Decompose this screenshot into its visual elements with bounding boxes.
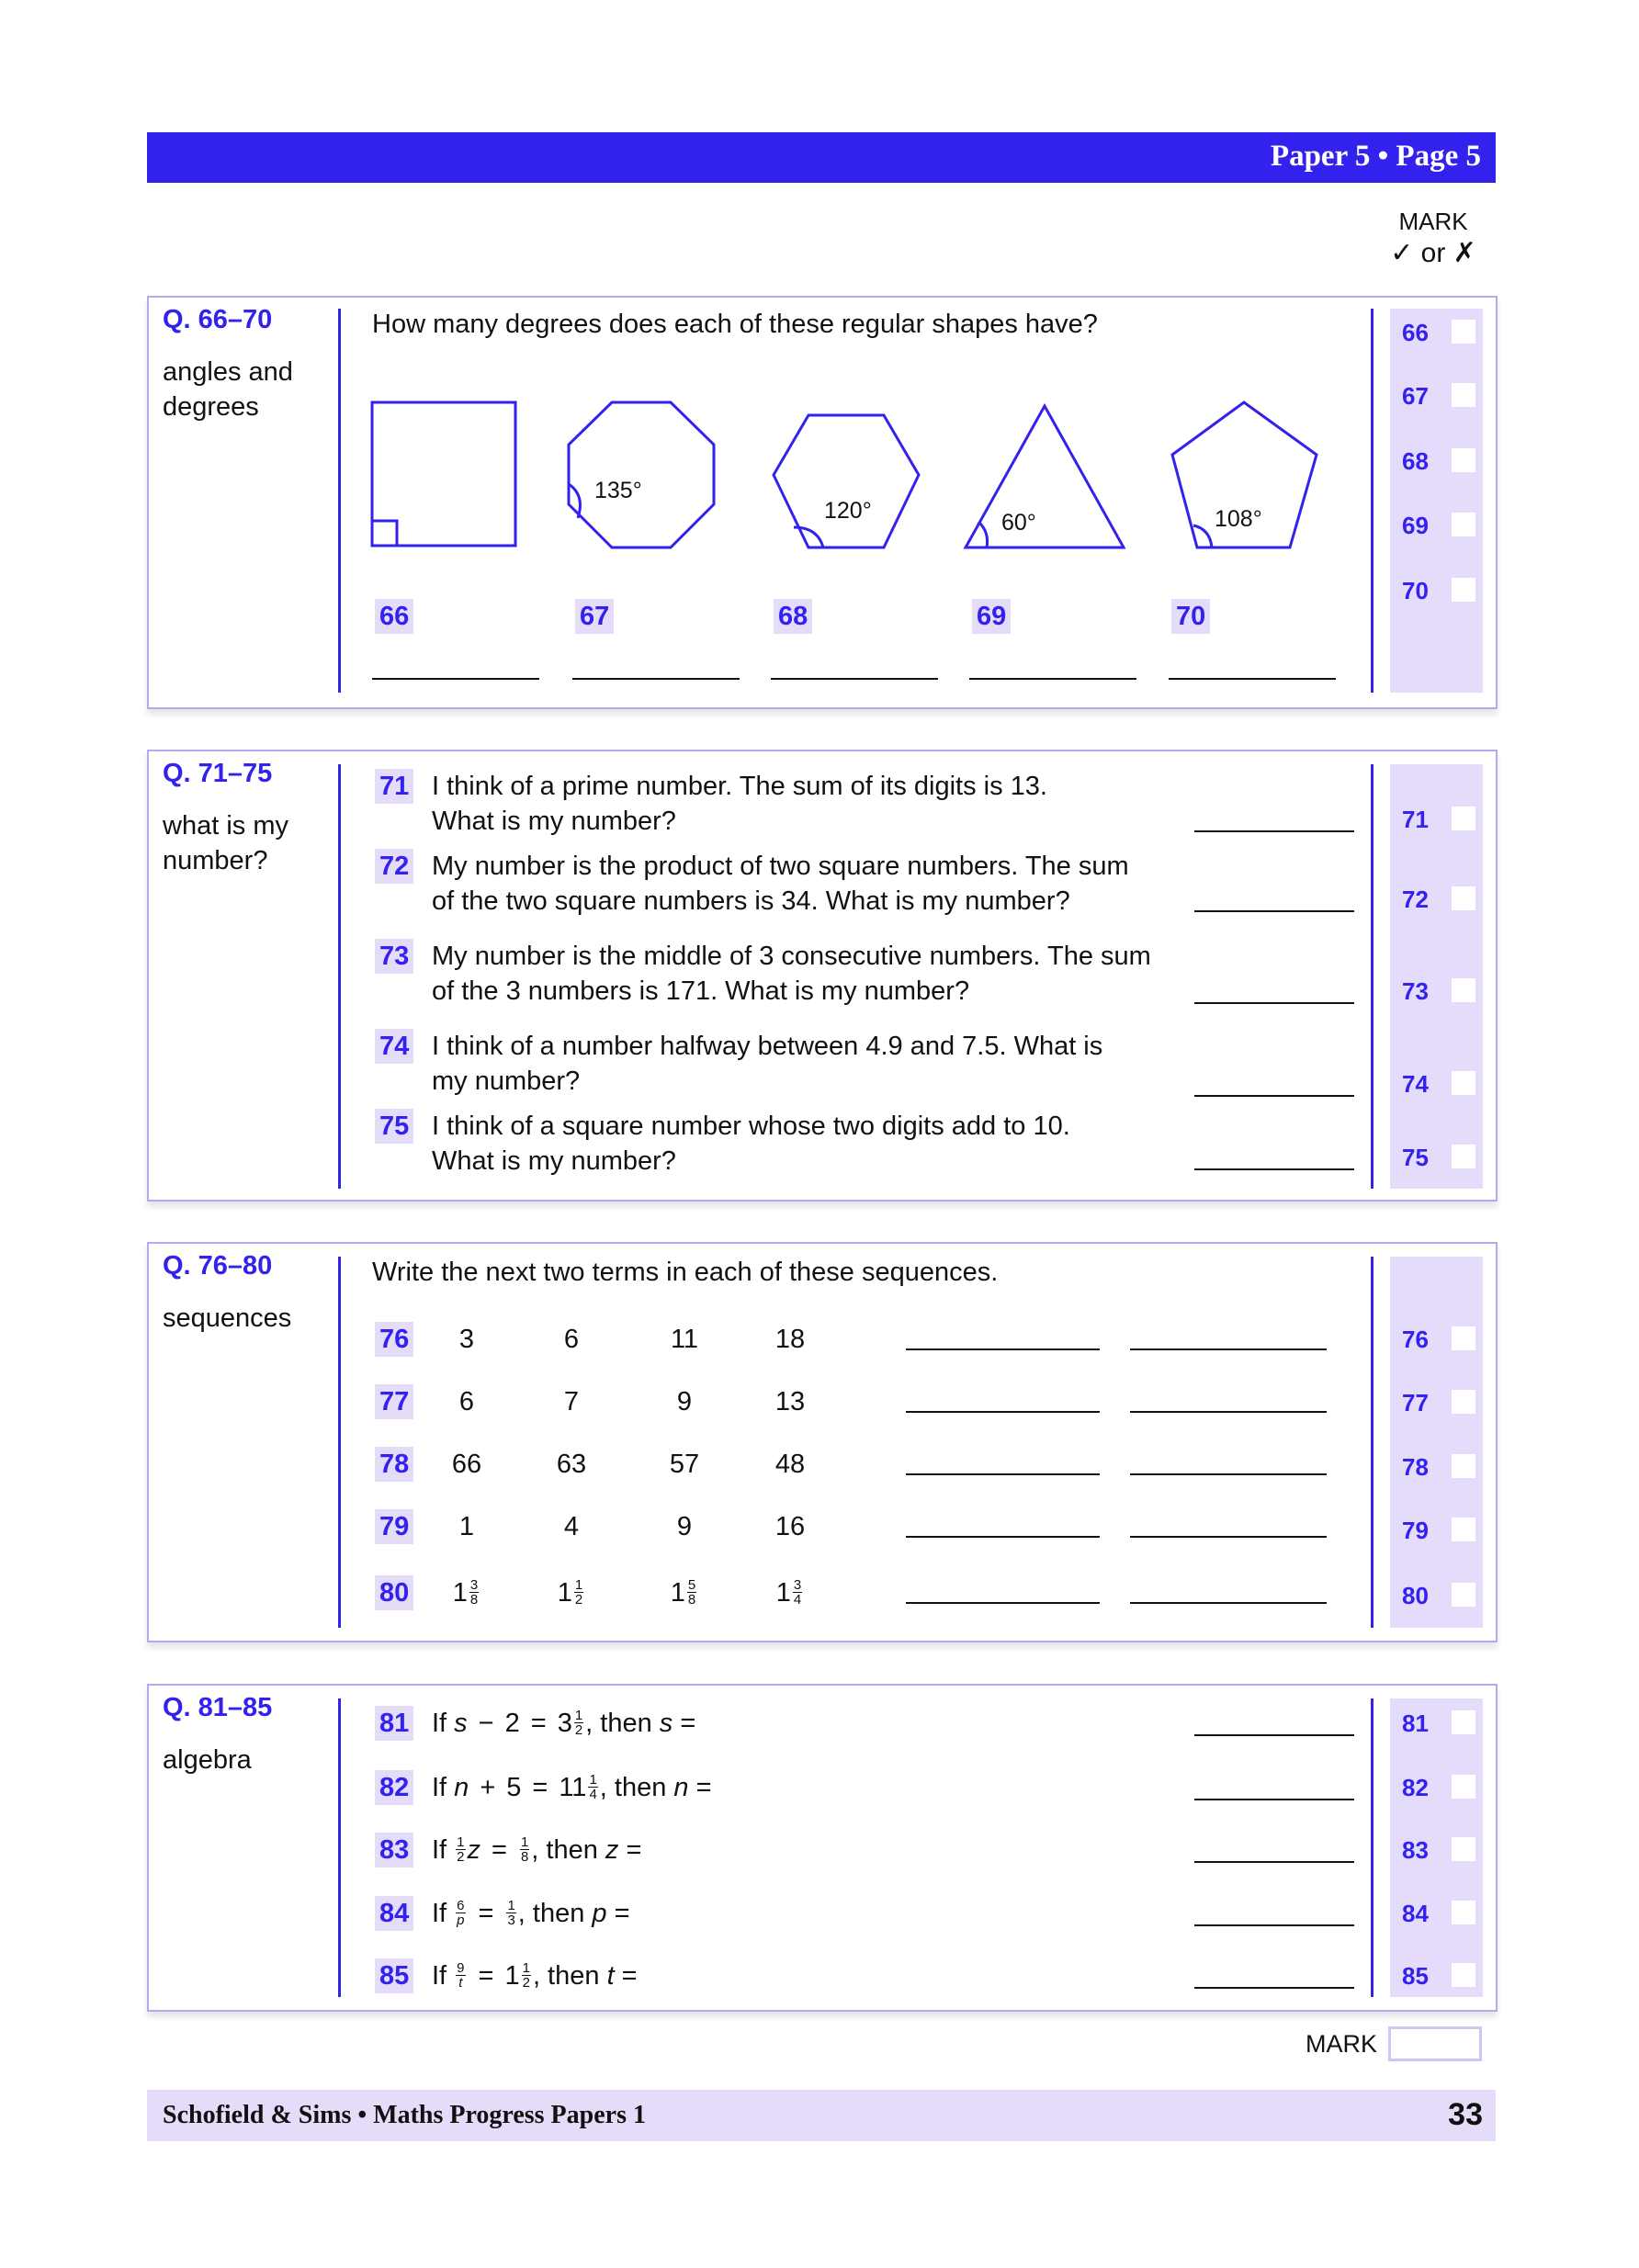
question-text: What is my number? xyxy=(432,807,676,836)
answer-line[interactable] xyxy=(1194,1095,1354,1097)
mark-checkbox[interactable] xyxy=(1452,1454,1475,1478)
sequence-term xyxy=(753,1384,827,1419)
equation-text: = xyxy=(673,1709,696,1738)
whole: 1 xyxy=(452,1578,468,1608)
mark-checkbox[interactable] xyxy=(1452,1518,1475,1541)
numerator: 9 xyxy=(457,1959,465,1976)
sequence-term xyxy=(535,1322,608,1357)
variable: s xyxy=(454,1709,468,1738)
answer-line[interactable] xyxy=(1169,678,1336,680)
question-number-tag: 70 xyxy=(1171,599,1210,634)
question-text: my number? xyxy=(432,1066,581,1096)
section-label: Q. 71–75 xyxy=(163,759,273,788)
question-number-tag: 78 xyxy=(375,1447,413,1482)
whole: 63 xyxy=(556,1450,587,1479)
mark-checkbox[interactable] xyxy=(1452,1145,1475,1168)
numerator: 3 xyxy=(469,1576,479,1593)
answer-line[interactable] xyxy=(1194,1861,1354,1863)
mark-checkbox[interactable] xyxy=(1452,1390,1475,1414)
whole: 7 xyxy=(563,1387,580,1416)
denominator: 3 xyxy=(507,1912,515,1928)
triangle-shape xyxy=(966,406,1124,547)
mark-checkbox[interactable] xyxy=(1452,978,1475,1002)
section-label: Q. 66–70 xyxy=(163,305,273,334)
sequence-term xyxy=(535,1447,608,1482)
fraction xyxy=(520,1835,529,1864)
operator: + xyxy=(480,1773,496,1802)
equation-text: , then xyxy=(532,1961,607,1991)
sequence-term xyxy=(753,1575,827,1610)
answer-line[interactable] xyxy=(906,1473,1100,1475)
angle-label-68: 120° xyxy=(824,498,872,524)
fraction xyxy=(522,1961,531,1990)
equation xyxy=(432,1706,695,1741)
whole: 48 xyxy=(774,1450,806,1479)
mark-header-legend: ✓ or ✗ xyxy=(1390,238,1476,268)
shapes-figure xyxy=(149,298,1496,707)
mark-number: 76 xyxy=(1402,1326,1429,1353)
answer-line[interactable] xyxy=(1194,830,1354,832)
section-topic xyxy=(163,808,288,878)
answer-line[interactable] xyxy=(372,678,539,680)
sequence-term xyxy=(430,1575,503,1610)
denominator: 8 xyxy=(520,1848,529,1865)
whole: 57 xyxy=(669,1450,700,1479)
equation xyxy=(432,1770,712,1805)
answer-line[interactable] xyxy=(1194,1168,1354,1170)
answer-line[interactable] xyxy=(1194,1799,1354,1800)
numerator: 5 xyxy=(687,1576,696,1593)
question-number-tag: 66 xyxy=(375,599,413,634)
answer-line[interactable] xyxy=(906,1411,1100,1413)
whole: 66 xyxy=(451,1450,482,1479)
whole: 6 xyxy=(563,1325,580,1354)
fraction xyxy=(687,1578,696,1607)
mark-checkbox[interactable] xyxy=(1452,807,1475,830)
question-number-tag: 77 xyxy=(375,1384,413,1419)
fraction xyxy=(793,1578,802,1607)
topic-line: number? xyxy=(163,846,268,875)
equation-text: If xyxy=(432,1961,455,1991)
question-text: My number is the middle of 3 consecutive numbers. The sum xyxy=(432,942,1151,971)
sequence-term xyxy=(430,1322,503,1357)
section-what-is-my-number xyxy=(147,750,1498,1202)
fraction xyxy=(456,1899,465,1927)
mark-number: 75 xyxy=(1402,1144,1429,1171)
angle-label-67: 135° xyxy=(594,478,642,503)
mark-number: 68 xyxy=(1402,447,1429,475)
sequence-term xyxy=(535,1509,608,1544)
mark-number: 71 xyxy=(1402,806,1429,833)
whole: 4 xyxy=(563,1512,580,1541)
equation xyxy=(432,1896,630,1931)
sequence-term xyxy=(753,1322,827,1357)
mark-number: 77 xyxy=(1402,1389,1429,1416)
denominator: 2 xyxy=(574,1721,583,1738)
numerator: 1 xyxy=(589,1771,597,1788)
divider xyxy=(338,764,341,1189)
variable: z xyxy=(467,1835,481,1865)
whole: 13 xyxy=(774,1387,806,1416)
equation-text: , then xyxy=(517,1899,593,1928)
question-number-tag: 67 xyxy=(575,599,614,634)
sequence-term xyxy=(753,1509,827,1544)
answer-line[interactable] xyxy=(906,1602,1100,1604)
question-number-tag: 82 xyxy=(375,1770,413,1805)
equation-text: = xyxy=(618,1835,642,1865)
question-number-tag: 75 xyxy=(375,1109,413,1144)
whole: 9 xyxy=(676,1387,693,1416)
mark-number: 85 xyxy=(1402,1962,1429,1990)
equation-text: , then xyxy=(531,1835,605,1865)
mark-header-label: MARK xyxy=(1398,208,1468,235)
whole: 18 xyxy=(774,1325,806,1354)
question-number-tag: 72 xyxy=(375,849,413,884)
sequence-term xyxy=(430,1509,503,1544)
numerator: 1 xyxy=(507,1897,515,1913)
mark-checkbox[interactable] xyxy=(1452,1583,1475,1607)
mark-checkbox[interactable] xyxy=(1452,1071,1475,1095)
operator: = xyxy=(492,1835,507,1865)
sequence-term xyxy=(648,1384,721,1419)
mark-checkbox[interactable] xyxy=(1452,448,1475,472)
equation-text: If xyxy=(432,1773,455,1802)
section-topic: sequences xyxy=(163,1303,292,1333)
total-mark-label: MARK xyxy=(1306,2030,1378,2058)
denominator: 4 xyxy=(793,1591,802,1608)
hexagon-shape xyxy=(774,415,919,547)
mark-checkbox[interactable] xyxy=(1452,1710,1475,1734)
operator: = xyxy=(530,1709,547,1738)
denominator: 2 xyxy=(522,1974,530,1991)
sequence-term xyxy=(648,1447,721,1482)
section-topic: algebra xyxy=(163,1745,252,1775)
mark-number: 81 xyxy=(1402,1709,1429,1737)
sequence-term xyxy=(648,1322,721,1357)
whole: 3 xyxy=(458,1325,475,1354)
whole: 6 xyxy=(458,1387,475,1416)
equation xyxy=(432,1958,638,1993)
variable: z xyxy=(605,1835,619,1865)
denominator: 4 xyxy=(589,1786,597,1802)
question-number-tag: 69 xyxy=(972,599,1011,634)
fraction xyxy=(469,1578,479,1607)
page-number: 33 xyxy=(1448,2097,1483,2132)
question-number-tag: 73 xyxy=(375,939,413,974)
mark-checkbox[interactable] xyxy=(1452,578,1475,602)
answer-line[interactable] xyxy=(1130,1536,1327,1538)
answer-line[interactable] xyxy=(1194,1734,1354,1736)
sequence-term xyxy=(753,1447,827,1482)
mark-checkbox[interactable] xyxy=(1452,1901,1475,1924)
mark-number: 67 xyxy=(1402,382,1429,410)
fraction xyxy=(456,1835,465,1864)
denominator: 2 xyxy=(457,1848,465,1865)
sequence-term xyxy=(648,1509,721,1544)
question-number-tag: 74 xyxy=(375,1029,413,1064)
fraction xyxy=(588,1773,597,1801)
mark-checkbox[interactable] xyxy=(1452,320,1475,344)
angle-label-70: 108° xyxy=(1215,506,1262,532)
answer-line[interactable] xyxy=(906,1536,1100,1538)
fraction xyxy=(456,1961,465,1990)
fraction xyxy=(574,1709,583,1737)
section-algebra xyxy=(147,1684,1498,2012)
equation-text: If xyxy=(432,1899,455,1928)
equation-text: 1 xyxy=(504,1961,520,1991)
mark-checkbox[interactable] xyxy=(1452,1775,1475,1799)
operator: = xyxy=(532,1773,548,1802)
answer-line[interactable] xyxy=(1194,1987,1354,1989)
operator: = xyxy=(478,1961,494,1991)
equation-text: If xyxy=(432,1709,455,1738)
question-number-tag: 80 xyxy=(375,1575,413,1610)
answer-line[interactable] xyxy=(771,678,938,680)
section-angles xyxy=(147,296,1498,709)
equation-text: = xyxy=(614,1961,638,1991)
topic-line: angles and xyxy=(163,357,293,387)
mark-checkbox[interactable] xyxy=(1452,886,1475,910)
variable: s xyxy=(659,1709,673,1738)
mark-number: 70 xyxy=(1402,577,1429,604)
mark-number: 84 xyxy=(1402,1900,1429,1927)
sequence-term xyxy=(430,1447,503,1482)
numerator: 1 xyxy=(522,1959,530,1976)
denominator: 8 xyxy=(469,1591,479,1608)
operator: − xyxy=(478,1709,494,1738)
whole: 1 xyxy=(775,1578,791,1608)
question-text: of the 3 numbers is 171. What is my number? xyxy=(432,976,970,1006)
variable: p xyxy=(592,1899,607,1928)
sequence-term xyxy=(648,1575,721,1610)
total-mark-box[interactable] xyxy=(1388,2026,1482,2061)
fraction xyxy=(574,1578,583,1607)
question-text: I think of a square number whose two digits add to 10. xyxy=(432,1111,1070,1141)
denominator: 2 xyxy=(574,1591,583,1608)
topic-line: what is my xyxy=(163,811,288,841)
numerator: 1 xyxy=(520,1834,529,1850)
footer-title: Schofield & Sims • Maths Progress Papers 1 xyxy=(163,2101,646,2129)
whole: 11 xyxy=(670,1325,699,1354)
section-sequences xyxy=(147,1242,1498,1642)
sequence-term xyxy=(430,1384,503,1419)
answer-line[interactable] xyxy=(969,678,1136,680)
question-number-tag: 71 xyxy=(375,769,413,804)
answer-line[interactable] xyxy=(1130,1411,1327,1413)
numerator: 1 xyxy=(574,1707,583,1723)
mark-checkbox[interactable] xyxy=(1452,1963,1475,1987)
page-header-bar xyxy=(147,132,1496,183)
question-text: My number is the product of two square numbers. The sum xyxy=(432,852,1129,881)
answer-line[interactable] xyxy=(1194,1002,1354,1004)
square-shape xyxy=(372,402,515,546)
instruction: How many degrees does each of these regular shapes have? xyxy=(372,310,1098,339)
whole: 1 xyxy=(670,1578,685,1608)
denominator: 8 xyxy=(687,1591,696,1608)
equation-text: 11 xyxy=(559,1773,587,1802)
mark-checkbox[interactable] xyxy=(1452,513,1475,536)
question-number-tag: 79 xyxy=(375,1509,413,1544)
answer-line[interactable] xyxy=(1130,1473,1327,1475)
denominator: p xyxy=(457,1912,465,1928)
question-text: I think of a number halfway between 4.9 and 7.5. What is xyxy=(432,1032,1103,1061)
whole: 9 xyxy=(676,1512,693,1541)
question-text: What is my number? xyxy=(432,1146,676,1176)
mark-column xyxy=(1390,1257,1483,1628)
question-text: I think of a prime number. The sum of its digits is 13. xyxy=(432,772,1047,801)
sequence-term xyxy=(535,1575,608,1610)
question-number-tag: 68 xyxy=(774,599,812,634)
answer-line[interactable] xyxy=(1194,910,1354,912)
whole: 1 xyxy=(557,1578,572,1608)
mark-number: 66 xyxy=(1402,319,1429,346)
footer-bar xyxy=(147,2090,1496,2141)
equation xyxy=(432,1833,641,1867)
divider xyxy=(338,1698,341,1997)
mark-checkbox[interactable] xyxy=(1452,1837,1475,1861)
section-label: Q. 76–80 xyxy=(163,1251,273,1281)
equation-text: = xyxy=(606,1899,630,1928)
mark-number: 83 xyxy=(1402,1836,1429,1864)
mark-number: 78 xyxy=(1402,1453,1429,1481)
divider xyxy=(1371,764,1373,1189)
topic-line: degrees xyxy=(163,392,259,422)
mark-checkbox[interactable] xyxy=(1452,383,1475,407)
equation-text: 2 xyxy=(504,1709,520,1738)
mark-number: 80 xyxy=(1402,1582,1429,1609)
operator: = xyxy=(478,1899,494,1928)
question-number-tag: 85 xyxy=(375,1958,413,1993)
sequence-term xyxy=(535,1384,608,1419)
whole: 1 xyxy=(458,1512,475,1541)
answer-line[interactable] xyxy=(1194,1924,1354,1926)
mark-number: 74 xyxy=(1402,1070,1429,1098)
equation-text: 3 xyxy=(557,1709,572,1738)
mark-number: 69 xyxy=(1402,512,1429,539)
question-number-tag: 81 xyxy=(375,1706,413,1741)
answer-line[interactable] xyxy=(572,678,740,680)
variable: t xyxy=(606,1961,615,1991)
octagon-shape xyxy=(569,402,714,547)
mark-number: 72 xyxy=(1402,886,1429,913)
page-header-title: Paper 5 • Page 5 xyxy=(1270,140,1481,173)
variable: n xyxy=(454,1773,469,1802)
question-number-tag: 83 xyxy=(375,1833,413,1867)
mark-number: 79 xyxy=(1402,1517,1429,1544)
answer-line[interactable] xyxy=(1130,1602,1327,1604)
divider xyxy=(338,1257,341,1628)
numerator: 1 xyxy=(457,1834,465,1850)
variable: n xyxy=(673,1773,689,1802)
mark-number: 82 xyxy=(1402,1774,1429,1801)
equation-text: If xyxy=(432,1835,455,1865)
numerator: 6 xyxy=(457,1897,465,1913)
angle-label-69: 60° xyxy=(1001,510,1036,536)
numerator: 3 xyxy=(793,1576,802,1593)
section-label: Q. 81–85 xyxy=(163,1693,273,1722)
whole: 16 xyxy=(774,1512,806,1541)
equation-text: = xyxy=(688,1773,712,1802)
fraction xyxy=(506,1899,515,1927)
equation-text: 5 xyxy=(506,1773,522,1802)
divider xyxy=(1371,1257,1373,1628)
answer-line[interactable] xyxy=(906,1348,1100,1350)
question-number-tag: 84 xyxy=(375,1896,413,1931)
answer-line[interactable] xyxy=(1130,1348,1327,1350)
question-text: of the two square numbers is 34. What is my number? xyxy=(432,886,1070,916)
equation-text: , then xyxy=(599,1773,674,1802)
mark-checkbox[interactable] xyxy=(1452,1326,1475,1350)
numerator: 1 xyxy=(574,1576,583,1593)
mark-number: 73 xyxy=(1402,977,1429,1005)
question-number-tag: 76 xyxy=(375,1322,413,1357)
denominator: t xyxy=(458,1974,463,1991)
equation-text: , then xyxy=(585,1709,660,1738)
instruction: Write the next two terms in each of these sequences. xyxy=(372,1258,999,1287)
divider xyxy=(1371,1698,1373,1997)
